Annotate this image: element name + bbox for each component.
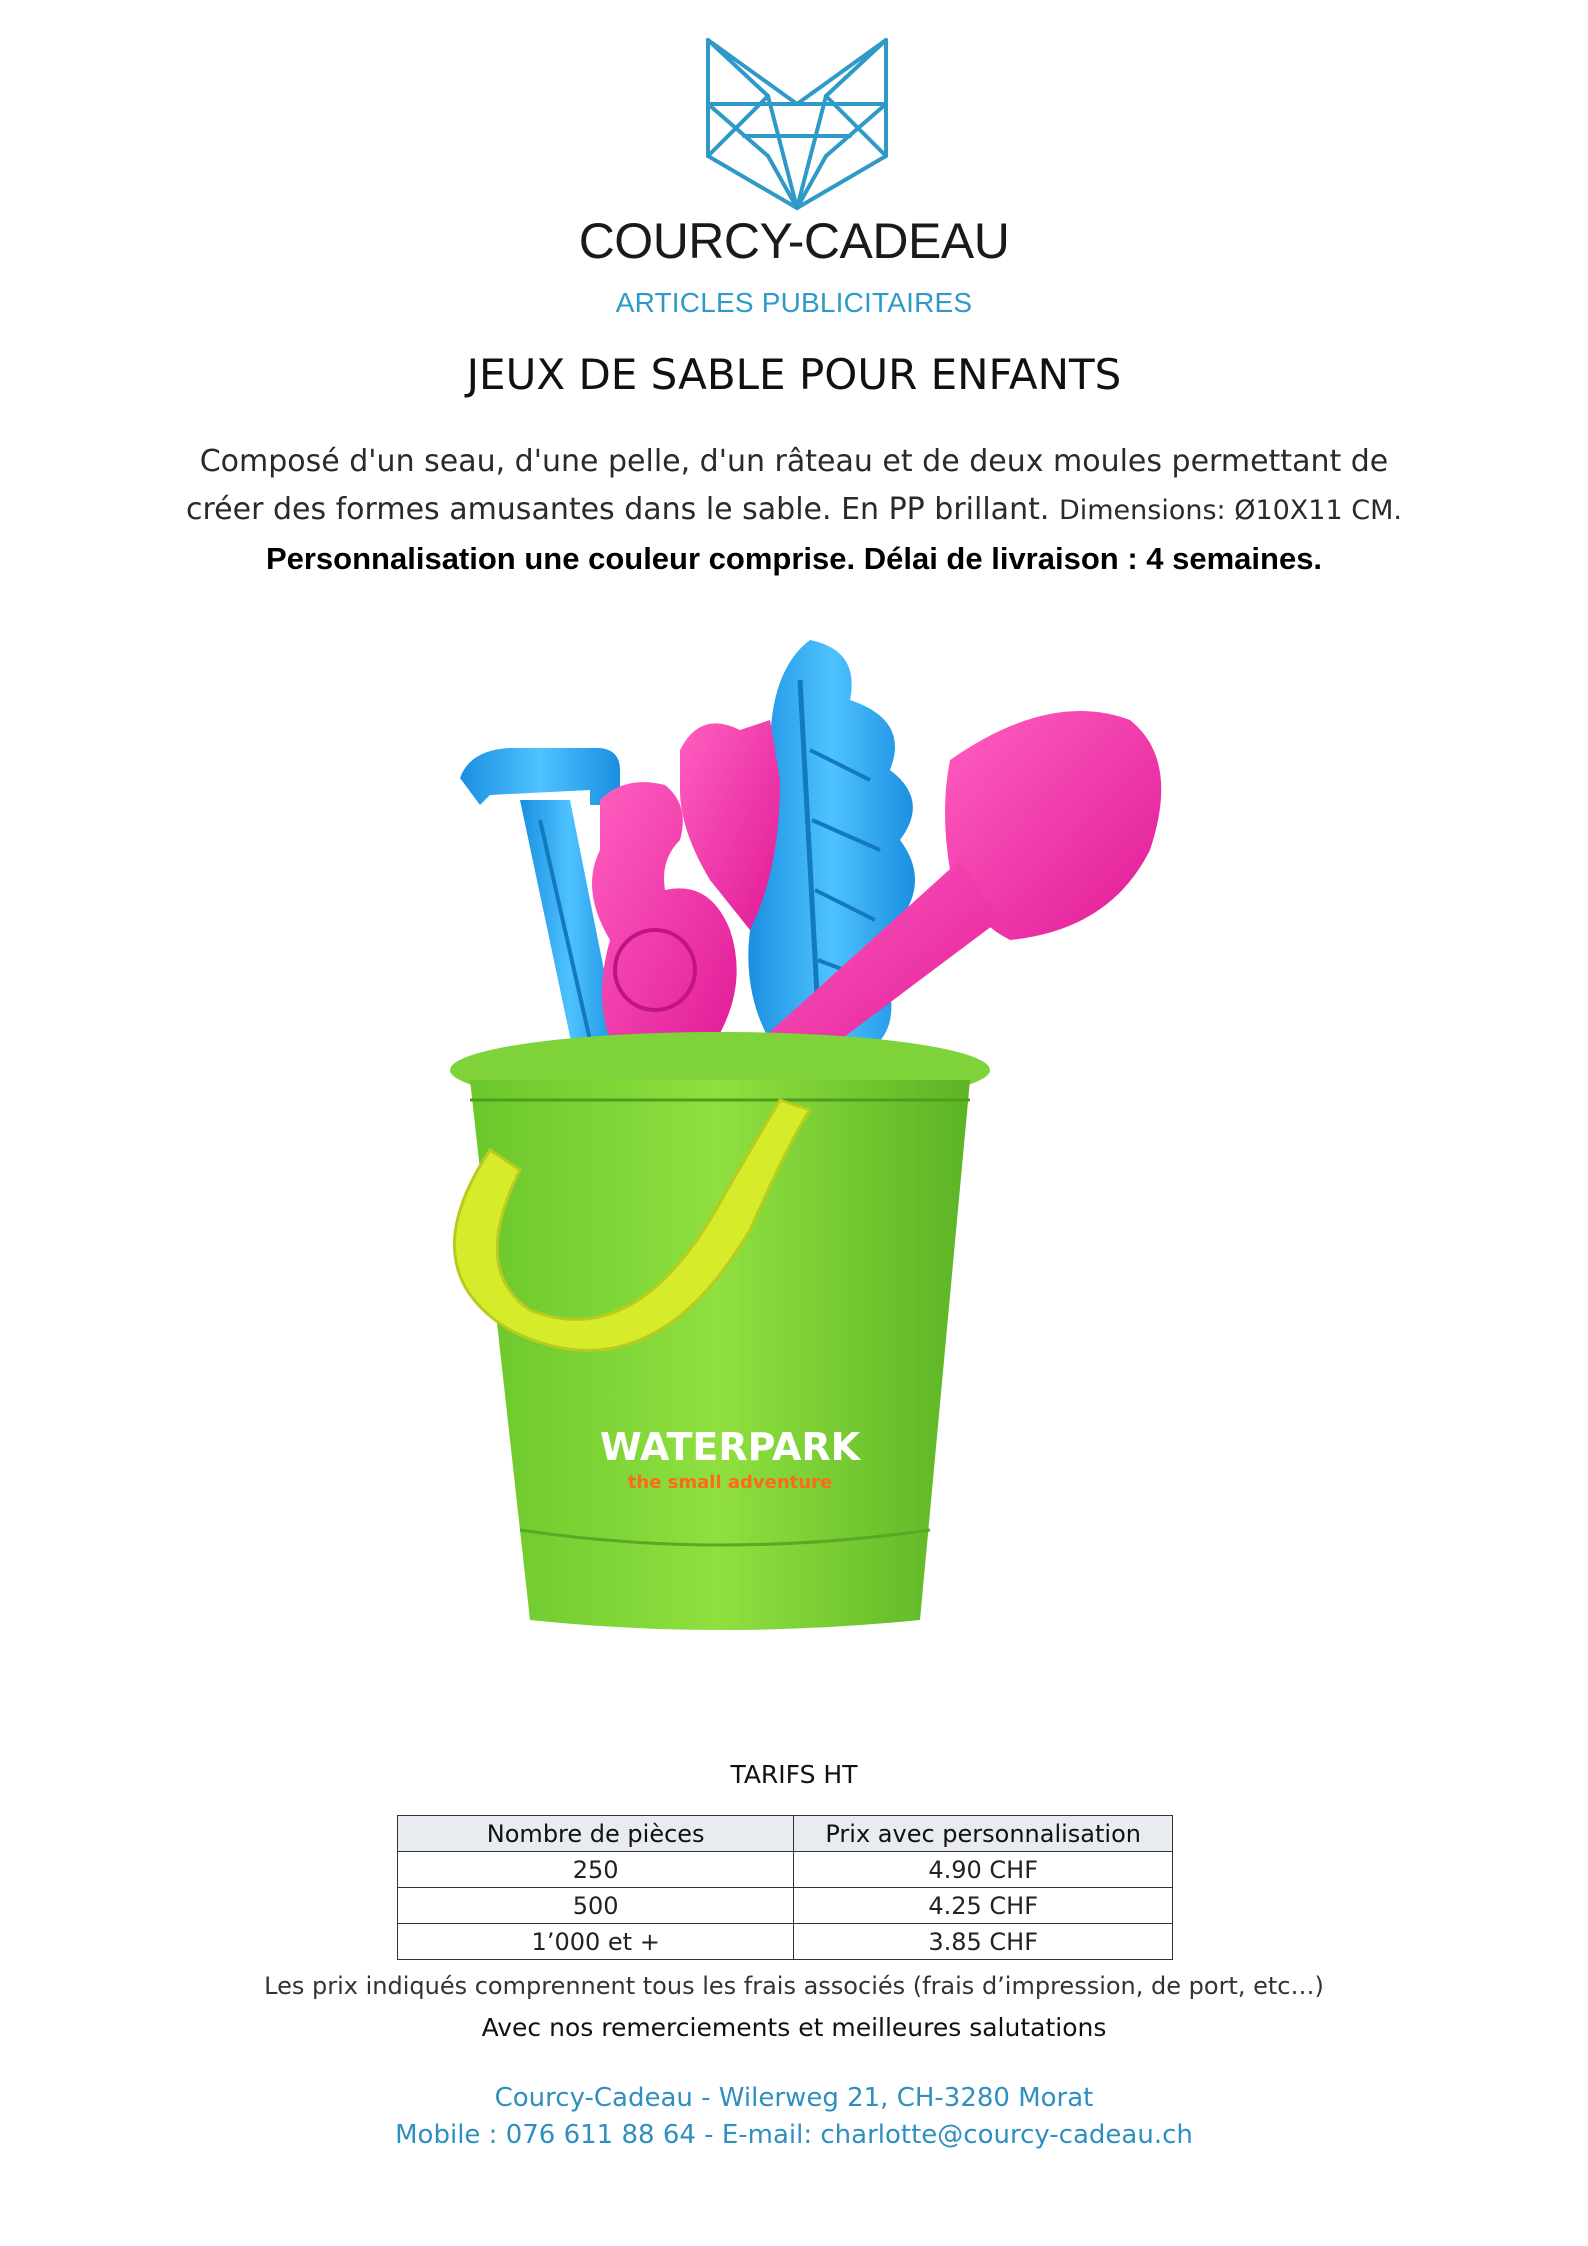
table-row (398, 1924, 1173, 1960)
quantity-cell: 500 (398, 1888, 794, 1924)
pricing-note: Les prix indiqués comprennent tous les frais associés (frais d’impression, de port, etc…) (264, 1972, 1324, 2000)
sand-toys-image (450, 630, 1250, 1640)
turtle-mould-shape (592, 720, 780, 1060)
quantity-cell: 250 (398, 1852, 794, 1888)
bucket-print-line1: WATERPARK (599, 1425, 861, 1469)
product-title: JEUX DE SABLE POUR ENFANTS (466, 350, 1122, 399)
price-table (397, 1815, 1173, 1960)
price-cell: 4.90 CHF (794, 1852, 1173, 1888)
price-cell: 3.85 CHF (794, 1924, 1173, 1960)
brand-tagline: ARTICLES PUBLICITAIRES (615, 287, 973, 318)
company-address: Courcy-Cadeau - Wilerweg 21, CH-3280 Morat (494, 2083, 1094, 2113)
table-header-row (398, 1816, 1173, 1852)
header-price: Prix avec personnalisation (794, 1816, 1173, 1852)
product-description (180, 438, 1408, 584)
table-row (398, 1888, 1173, 1924)
table-row (398, 1852, 1173, 1888)
company-contact[interactable]: Mobile : 076 611 88 64 - E-mail: charlotte@courcy-cadeau.ch (395, 2120, 1193, 2150)
header-quantity: Nombre de pièces (398, 1816, 794, 1852)
brand-name: COURCY-CADEAU (578, 213, 1010, 269)
bucket-print-line2: the small adventure (627, 1472, 833, 1493)
price-cell: 4.25 CHF (794, 1888, 1173, 1924)
personalisation-text: Personnalisation une couleur comprise. Délai de livraison : 4 semaines. (265, 541, 1323, 576)
fox-logo-icon (704, 36, 890, 212)
dimensions-text: Dimensions: Ø10X11 CM. (1058, 495, 1402, 526)
quantity-cell: 1’000 et + (398, 1924, 794, 1960)
thanks-text: Avec nos remerciements et meilleures salutations (481, 2013, 1107, 2042)
pricing-title: TARIFS HT (730, 1760, 858, 1789)
description-text: Composé d'un seau, d'une pelle, d'un râteau et de deux moules permettant de créer des formes amusantes dans le sable. En PP brillant. (186, 444, 1389, 527)
